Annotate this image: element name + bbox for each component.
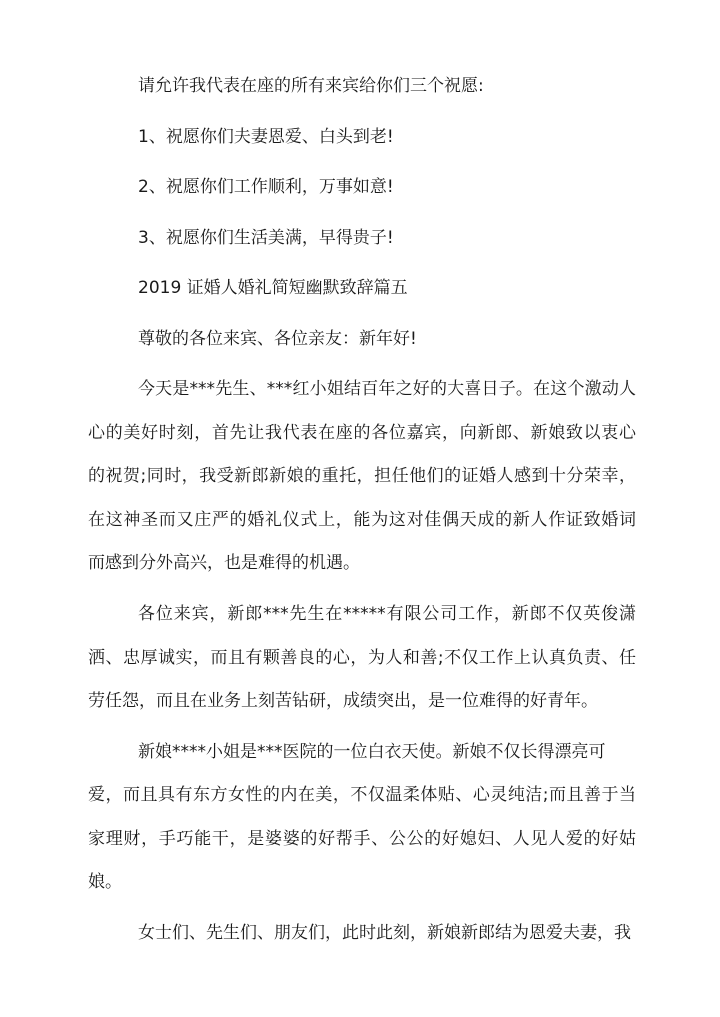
section-title: 2019 证婚人婚礼简短幽默致辞篇五 xyxy=(138,278,408,298)
paragraph1-line-2: 心的美好时刻，首先让我代表在座的各位嘉宾，向新郎、新娘致以衷心 xyxy=(88,423,636,443)
paragraph4-line-1: 女士们、先生们、朋友们，此时此刻，新娘新郎结为恩爱夫妻，我 xyxy=(138,923,631,943)
paragraph2-line-3: 劳任怨，而且在业务上刻苦钻研，成绩突出，是一位难得的好青年。 xyxy=(88,691,598,711)
paragraph2-line-2: 洒、忠厚诚实，而且有颗善良的心，为人和善;不仅工作上认真负责、任 xyxy=(88,648,636,668)
paragraph3-line-1: 新娘****小姐是***医院的一位白衣天使。新娘不仅长得漂亮可 xyxy=(138,742,606,762)
greeting: 尊敬的各位来宾、各位亲友：新年好! xyxy=(138,329,417,349)
paragraph2-line-1: 各位来宾，新郎***先生在*****有限公司工作，新郎不仅英俊潇 xyxy=(138,604,636,624)
paragraph3-line-2: 爱，而且具有东方女性的内在美，不仅温柔体贴、心灵纯洁;而且善于当 xyxy=(88,785,636,805)
paragraph3-line-3: 家理财，手巧能干，是婆婆的好帮手、公公的好媳妇、人见人爱的好姑 xyxy=(88,829,636,849)
paragraph1-line-3: 的祝贺;同时，我受新郎新娘的重托，担任他们的证婚人感到十分荣幸， xyxy=(88,466,636,486)
wish-item-3: 3、祝愿你们生活美满，早得贵子! xyxy=(138,228,394,248)
paragraph3-line-4: 娘。 xyxy=(88,872,122,892)
wish-item-1: 1、祝愿你们夫妻恩爱、白头到老! xyxy=(138,127,394,147)
wishes-intro: 请允许我代表在座的所有来宾给你们三个祝愿: xyxy=(138,76,484,96)
wish-item-2: 2、祝愿你们工作顺利，万事如意! xyxy=(138,177,394,197)
paragraph1-line-1: 今天是***先生、***红小姐结百年之好的大喜日子。在这个激动人 xyxy=(138,379,636,399)
paragraph1-line-5: 而感到分外高兴，也是难得的机遇。 xyxy=(88,553,360,573)
paragraph1-line-4: 在这神圣而又庄严的婚礼仪式上，能为这对佳偶天成的新人作证致婚词 xyxy=(88,510,636,530)
